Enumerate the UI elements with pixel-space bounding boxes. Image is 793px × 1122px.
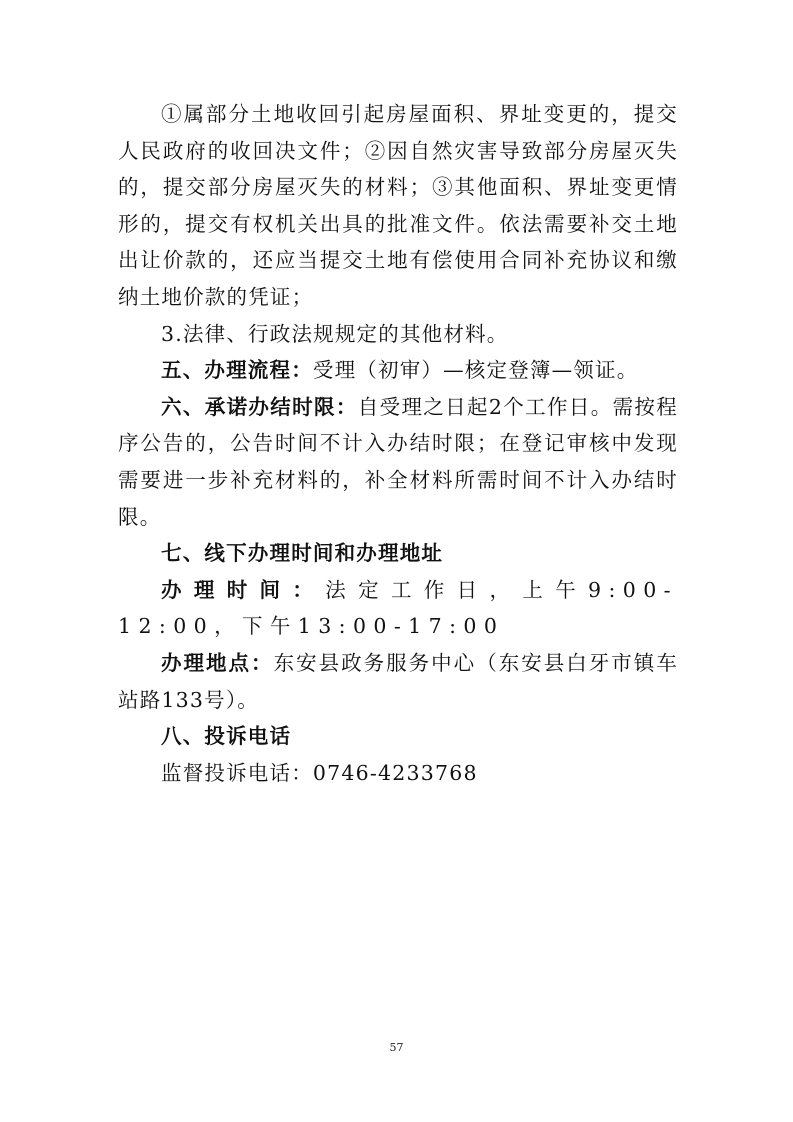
- office-hours-text: 法定工作日，上午9:00-12:00，下午13:00-17:00: [118, 577, 678, 639]
- document-body: [118, 96, 678, 791]
- page-number: 57: [389, 1041, 404, 1054]
- paragraph-other-materials: 3.法律、行政法规规定的其他材料。: [161, 321, 509, 346]
- section-process-heading: 五、办理流程：: [161, 358, 313, 383]
- office-hours: [118, 572, 678, 645]
- office-address-label: 办理地点：: [161, 650, 274, 675]
- paragraph-materials-list: ①属部分土地收回引起房屋面积、界址变更的，提交人民政府的收回决文件；②因自然灾害导致部分房屋灭失的，提交部分房屋灭失的材料；③其他面积、界址变更情形的，提交有权机关出具的批准文件。依法需要补交土地出让价款的，还应当提交土地有偿使用合同补充协议和缴纳土地价款的凭证；: [118, 102, 678, 309]
- section-complaint-heading: 八、投诉电话: [161, 724, 292, 749]
- section-time-limit-heading: 六、承诺办结时限：: [161, 394, 358, 419]
- section-offline-heading: 七、线下办理时间和办理地址: [161, 541, 444, 566]
- section-process-text: 受理（初审）—核定登簿—领证。: [312, 358, 639, 383]
- section-process: [118, 352, 678, 389]
- office-address: [118, 645, 678, 718]
- complaint-phone: 监督投诉电话：0746-4233768: [161, 760, 478, 785]
- section-time-limit: [118, 389, 678, 535]
- office-address-text: 东安县政务服务中心（东安县白牙市镇车站路133号）。: [118, 650, 679, 712]
- office-hours-label: 办理时间：: [161, 577, 326, 602]
- section-time-limit-text: 自受理之日起2个工作日。需按程序公告的，公告时间不计入办结时限；在登记审核中发现需要进一步补充材料的，补全材料所需时间不计入办结时限。: [118, 394, 678, 529]
